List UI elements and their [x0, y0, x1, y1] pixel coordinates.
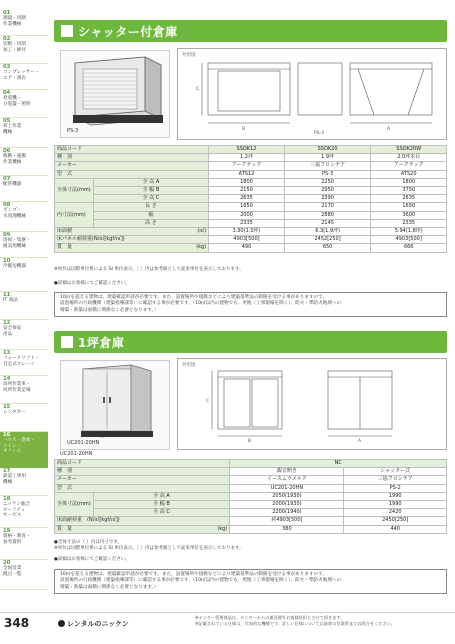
sidebar-item-label: 作業機械 [3, 21, 22, 27]
table-cell: アークテック [371, 162, 447, 170]
sidebar-item-10[interactable] [0, 258, 48, 292]
table-cell: 2635 [209, 195, 285, 203]
unit-note: ※単位は国際単位系による SI 単位表示。［ ］内は参考値として従来単位を表示しております。 [54, 267, 244, 272]
row-label: 長 さ [93, 203, 209, 211]
table-row [55, 228, 447, 236]
table-row [55, 509, 447, 517]
row-label-text: 床面積 [57, 228, 73, 235]
row-label: 全 幅 B [93, 501, 230, 509]
shutter-warehouse-image [61, 51, 169, 131]
sidebar-item-19[interactable] [0, 528, 48, 560]
row-label: 型 式 [55, 484, 230, 492]
table-cell: 2950 [284, 187, 371, 195]
table-cell: 2.0坪木目 [371, 154, 447, 162]
dim-label-c: C [196, 87, 200, 92]
sidebar-item-05[interactable] [0, 118, 48, 148]
table-cell: 666 [371, 244, 447, 252]
sidebar-item-label: ニッケン総合 [3, 502, 31, 507]
table-cell: 490 [209, 244, 285, 252]
row-label: 高 さ [93, 219, 209, 227]
table-row [55, 468, 447, 476]
table-cell: 2170 [284, 203, 371, 211]
table-header: SSOK20W [371, 146, 447, 154]
table-row [55, 460, 447, 468]
table-row [55, 484, 447, 492]
photo-caption: UC201-20HN [67, 440, 100, 446]
table-row [55, 501, 447, 509]
row-label: 全 高 A [93, 178, 209, 186]
brand-name: レンタルのニッケン [67, 620, 129, 628]
sidebar-item-number: 09 [3, 232, 11, 238]
row-label [55, 236, 209, 244]
sidebar-item-label: トイレ・ [3, 443, 22, 449]
sidebar-item-label: サービス [3, 513, 22, 519]
table-row [55, 211, 447, 219]
sidebar-item-label: 拠点一覧 [3, 571, 22, 577]
sidebar-item-label: 作業機械 [3, 159, 22, 165]
sidebar-item-label: 高所作業足場 [3, 387, 31, 393]
table-cell: 4903[500] [371, 236, 447, 244]
drawing-label: 外形図 [182, 363, 196, 368]
table-row [55, 162, 447, 170]
product-photo-shutter [60, 50, 170, 138]
row-label-text: 床面耐荷重 (N/㎡[kgf/㎡]) [57, 517, 120, 524]
footer-note-line: ※記載されている仕様は、代表的な機種です。詳しい仕様については最寄の営業所までお問合せください。 [195, 620, 395, 626]
section-header-1tsubo-warehouse [54, 331, 447, 353]
table-cell: 3600 [371, 211, 447, 219]
sidebar-item-label: 換気用機械 [3, 243, 26, 249]
sidebar-item-label: 自走式クレーン [3, 361, 36, 367]
table-row [55, 236, 447, 244]
table-header: SSOK12 [209, 146, 285, 154]
table-header: 商品コード [55, 146, 209, 154]
sidebar-item-01[interactable] [0, 10, 48, 36]
1tsubo-warehouse-image [61, 361, 169, 441]
table-cell: 2335 [209, 219, 285, 227]
table-row [55, 203, 447, 211]
sidebar-item-number: 07 [3, 176, 11, 182]
row-label: 幅 [93, 211, 209, 219]
outline-drawing-image [178, 49, 446, 139]
table-row [55, 476, 447, 484]
product-photo-1tsubo [60, 360, 170, 450]
sidebar-item-number: 12 [3, 320, 11, 326]
photo-caption-below: UC201-20HN [60, 451, 93, 457]
table-cell: 2335 [371, 219, 447, 227]
drawing-label: 外形図 [182, 53, 196, 58]
sidebar-item-label: 配管機器 [3, 182, 22, 187]
sidebar-item-label: 全国営業 [3, 566, 22, 571]
table-row [55, 492, 447, 500]
table-cell: 2880 [284, 211, 371, 219]
row-label [55, 525, 230, 533]
drawing-caption: PS-3 [314, 131, 325, 136]
table-header: SSOK20 [284, 146, 371, 154]
row-group-label: 内寸法(mm) [55, 203, 94, 228]
sidebar-item-number: 17 [3, 468, 11, 474]
row-group-label: 全体寸法(mm) [55, 178, 94, 203]
row-label: 全 高 C [93, 195, 209, 203]
table-cell: 2000 [209, 211, 285, 219]
sidebar-item-07[interactable] [0, 176, 48, 202]
row-label-text: 質 量 [57, 525, 73, 532]
table-row [55, 178, 447, 186]
sidebar-item-label: IT 商品 [3, 298, 18, 303]
footer-divider [0, 612, 455, 613]
table-cell: 3750 [371, 187, 447, 195]
row-label: 種 別 [55, 154, 209, 162]
confirm-note: ●詳細はお客様にてご確認ください。 [54, 281, 130, 286]
notice-line: 10㎡を超える建物は、建築確認申請が必要です。また、設置場所や規模などにより建築基準法の制限を受ける事がありますので、 [60, 295, 328, 300]
sidebar-item-label: コンプレッサー・ [3, 70, 40, 75]
sidebar-item-number: 19 [3, 528, 11, 534]
sidebar-item-15[interactable] [0, 404, 48, 432]
row-label [55, 517, 230, 525]
row-label-text: 床パネル耐荷重(N/㎡[kgf/㎡]) [57, 236, 125, 243]
table-cell: 2420 [344, 509, 447, 517]
sidebar-item-label: 測量・切断 [3, 16, 26, 21]
sidebar-item-17[interactable] [0, 468, 48, 496]
table-cell: 2635 [371, 195, 447, 203]
sidebar-item-label: 用品 [3, 331, 13, 337]
sidebar-item-number: 16 [3, 432, 11, 438]
sidebar-item-number: 03 [3, 64, 11, 70]
sidebar-item-label: 移動・運搬 [3, 154, 26, 159]
sidebar-item-number: 15 [3, 404, 11, 410]
sidebar-item-label: 加工・締付 [3, 47, 26, 53]
table-row [55, 170, 447, 178]
row-label: 種 別 [55, 468, 230, 476]
sidebar-item-20[interactable] [0, 560, 48, 590]
table-cell: 1650 [371, 203, 447, 211]
table-cell: 3.30(1.0坪) [209, 228, 285, 236]
sidebar-item-label: エア・削岩 [3, 75, 26, 81]
sidebar-item-11[interactable] [0, 292, 48, 320]
table-cell: 1.2坪 [209, 154, 285, 162]
dim-label-a: A [358, 439, 362, 444]
sidebar-item-label: 切断・切削 [3, 42, 26, 47]
sidebar-item-label: フォークリフト・ [3, 356, 40, 361]
table-cell: アークテック [209, 162, 285, 170]
header-square-icon [61, 336, 73, 348]
table-cell: 440 [344, 525, 447, 533]
sidebar-item-number: 08 [3, 202, 11, 208]
table-cell: 1990 [344, 501, 447, 509]
section-title: シャッター付倉庫 [78, 25, 178, 39]
header-square-icon [61, 25, 73, 37]
dim-label-b: B [248, 439, 252, 444]
sidebar-item-18[interactable] [0, 496, 48, 528]
table-cell: 6.3(1.9坪) [284, 228, 371, 236]
sidebar-item-number: 11 [3, 292, 11, 298]
sidebar-item-label: 高所作業車・ [3, 382, 31, 387]
notice-line: 増築・新築は面積に関係なく必要となります。） [60, 307, 159, 313]
table-row [55, 146, 447, 154]
footer-note-line: ※センター管理商品は、センターからの運送費をお客様負担とさせて頂きます。 [195, 615, 345, 620]
sidebar-item-number: 05 [3, 118, 11, 124]
sidebar-item-label: 機械 [3, 129, 13, 135]
sidebar-item-label: 分電盤・照明 [3, 101, 31, 107]
table-cell: 2000(1930) [230, 501, 344, 509]
sidebar-item-label: セーフティ [3, 507, 26, 513]
section-header-shutter-warehouse [54, 20, 447, 42]
table-cell: 三協フロンテア [284, 162, 371, 170]
table-cell: 2452[250] [284, 236, 371, 244]
table-header: 商品コード [55, 460, 230, 468]
notice-line: 10㎡を超える建物は、建築確認申請が必要です。また、設置場所や規模などにより建築基準法の制限を受ける事がありますので、 [60, 572, 328, 577]
table-cell: 2200(1940) [230, 509, 344, 517]
table-cell: PS-2 [344, 484, 447, 492]
brand-logo [58, 619, 129, 629]
table-cell: 2250 [284, 178, 371, 186]
unit-note: ※単位は国際単位系による SI 単位表示。［ ］内は参考値として従来単位を表示しております。 [54, 546, 244, 551]
sidebar-item-number: 14 [3, 376, 11, 382]
notice-line: 増築・新築は面積に関係なく必要となります。） [60, 584, 159, 590]
sidebar-item-number: 06 [3, 148, 11, 154]
table-cell: UC201-20HN [230, 484, 344, 492]
outline-drawing-shutter [177, 48, 447, 140]
row-unit-text: (kg) [196, 244, 207, 251]
sidebar-item-label: ポンプ・ [3, 208, 22, 213]
row-label: 全 高 A [93, 492, 230, 500]
row-label: 型 式 [55, 170, 209, 178]
row-label [55, 244, 209, 252]
table-cell: 2150 [209, 187, 285, 195]
sidebar-item-14[interactable] [0, 376, 48, 404]
photo-caption: PS-3 [67, 128, 79, 134]
row-label: メーカー [55, 162, 209, 170]
sidebar-item-08[interactable] [0, 202, 48, 232]
table-row [55, 195, 447, 203]
dim-label-a: A [387, 127, 391, 132]
table-cell: 5.94(1.8坪) [371, 228, 447, 236]
notice-line: 設置場所の行政機関（建築指導課等）に確認する事が必要です。（10㎡以内の建物でも、更地（工事現場を除く）、防火・準防火地域への [60, 301, 342, 307]
table-row [55, 517, 447, 525]
footer-note [195, 615, 395, 626]
table-cell: 1990 [344, 492, 447, 500]
row-group-label: 全体寸法(mm) [55, 492, 94, 517]
table-cell: ATS12 [209, 170, 285, 178]
table-cell: 観音開き [230, 468, 344, 476]
sidebar-item-number: 18 [3, 496, 11, 502]
table-cell: 三協フロンテア [344, 476, 447, 484]
sidebar-item-label: 安全保安 [3, 326, 22, 331]
table-row [55, 187, 447, 195]
sidebar-item-label: 鉄道工事用 [3, 474, 26, 479]
section-title: 1坪倉庫 [78, 336, 125, 350]
outline-drawing-1tsubo [177, 358, 447, 450]
dim-label-c: C [206, 399, 210, 404]
sidebar-item-number: 02 [3, 36, 11, 42]
sidebar-item-label: オフィス [3, 449, 21, 455]
table-cell: イースムウメルク [230, 476, 344, 484]
sidebar-item-label: 機械 [3, 479, 13, 485]
spec-table-1tsubo [54, 459, 447, 534]
brand-dot-icon [58, 620, 65, 627]
table-cell: 1800 [209, 178, 285, 186]
table-cell: 2450[250] [344, 517, 447, 525]
sidebar-item-number: 10 [3, 258, 11, 264]
sidebar-item-label: ハウス・倉庫・ [3, 438, 36, 443]
inner-dim-note: ●全体寸法の（ ）内は内寸です。 [54, 540, 122, 545]
sidebar-item-label: 荷上作業 [3, 124, 22, 129]
notice-line: 設置場所の行政機関（建築指導課等）に確認する事が必要です。（10㎡以内の建物でも、更地（工事現場を除く）、防火・準防火地域への [60, 578, 342, 584]
table-row [55, 219, 447, 227]
sidebar-item-number: 13 [3, 350, 11, 356]
sidebar-item-label: 資格・教育・ [3, 534, 31, 539]
page-number: 348 [4, 616, 30, 630]
sidebar-item-06[interactable] [0, 148, 48, 176]
confirm-note: ●詳細はお客様にてご確認ください。 [54, 557, 130, 562]
table-row [55, 244, 447, 252]
table-cell: ATS20 [371, 170, 447, 178]
spec-table-shutter [54, 145, 447, 253]
table-cell: 650 [284, 244, 371, 252]
sidebar-item-label: 発電機・ [3, 96, 22, 101]
row-label: 全 高 C [93, 509, 230, 517]
table-cell: シャッター式 [344, 468, 447, 476]
outline-drawing-image [178, 359, 446, 449]
sidebar-item-02[interactable] [0, 36, 48, 64]
sidebar-item-number: 01 [3, 10, 11, 16]
row-unit-text: (㎡) [197, 228, 207, 235]
table-cell: 約4903[500] [230, 517, 344, 525]
category-sidebar [0, 0, 48, 610]
building-permit-notice [54, 569, 447, 594]
sidebar-item-number: 04 [3, 90, 11, 96]
table-cell: 2050(1930) [230, 492, 344, 500]
row-unit-text: (kg) [217, 525, 228, 532]
sidebar-item-label: 冷暖房機器 [3, 264, 26, 269]
table-header: NC [230, 460, 447, 468]
sidebar-item-12[interactable] [0, 320, 48, 350]
table-cell: 1800 [371, 178, 447, 186]
sidebar-item-label: レンタカー [3, 410, 26, 415]
sidebar-item-13[interactable] [0, 350, 48, 376]
sidebar-item-16[interactable] [0, 432, 48, 468]
table-row [55, 154, 447, 162]
sidebar-item-label: 水処理機械 [3, 213, 26, 219]
table-cell: 4903[500] [209, 236, 285, 244]
sidebar-item-09[interactable] [0, 232, 48, 258]
row-label: メーカー [55, 476, 230, 484]
table-row [55, 525, 447, 533]
sidebar-item-label: 清掃・集塵・ [3, 238, 31, 243]
table-cell: 380 [230, 525, 344, 533]
table-cell: 1650 [209, 203, 285, 211]
dim-label-b: B [242, 127, 246, 132]
table-cell: 2145 [284, 219, 371, 227]
sidebar-item-04[interactable] [0, 90, 48, 118]
table-cell: 2390 [284, 195, 371, 203]
row-label-text: 質 量 [57, 244, 73, 251]
sidebar-item-number: 20 [3, 560, 11, 566]
row-label [55, 228, 209, 236]
table-cell: 1.9坪 [284, 154, 371, 162]
row-label: 全 幅 B [93, 187, 209, 195]
sidebar-item-label: 参考資料 [3, 539, 22, 545]
table-cell: PS-3 [284, 170, 371, 178]
building-permit-notice [54, 292, 447, 317]
sidebar-item-03[interactable] [0, 64, 48, 90]
